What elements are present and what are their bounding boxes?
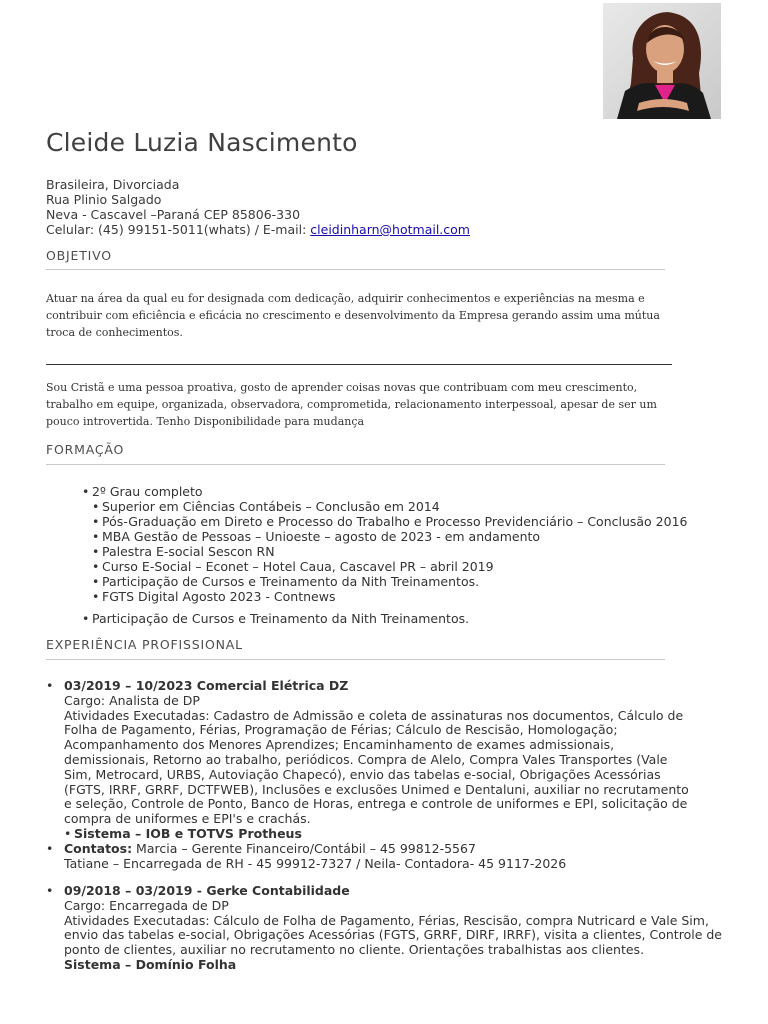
job-title: • 09/2018 – 03/2019 - Gerke Contabilidade bbox=[64, 884, 724, 899]
formacao-item: • Participação de Cursos e Treinamento da Nith Treinamentos. bbox=[92, 611, 469, 626]
section-divider bbox=[46, 659, 665, 660]
candidate-name: Cleide Luzia Nascimento bbox=[46, 128, 358, 157]
section-title-formacao: FORMAÇÃO bbox=[46, 442, 125, 457]
profile-photo bbox=[603, 3, 721, 119]
job-line: Acompanhamento dos Menores Aprendizes; Encaminhamento de exames admissionais, bbox=[64, 737, 615, 753]
section-divider bbox=[46, 464, 665, 465]
formacao-item: • Participação de Cursos e Treinamento da Nith Treinamentos. bbox=[92, 574, 688, 589]
objetivo-line: troca de conhecimentos. bbox=[46, 326, 183, 339]
phone-text: Celular: (45) 99151-5011(whats) / E-mail: bbox=[46, 222, 311, 237]
job-line: compra de uniformes e EPI's e crachás. bbox=[64, 811, 311, 827]
job-line: envio das tabelas e-social, Obrigações Acessórias (FGTS, GRRF, DIRF, IRRF), visita a clientes, Controle de bbox=[64, 927, 722, 943]
job-sistema: • Sistema – IOB e TOTVS Protheus bbox=[74, 827, 734, 842]
job-line: Atividades Executadas: Cadastro de Admissão e coleta de assinaturas nos documentos, Cálculo de bbox=[64, 707, 684, 723]
phone-email-line bbox=[46, 222, 470, 237]
formacao-item: • 2º Grau completo bbox=[92, 484, 688, 499]
formacao-item: • Pós-Graduação em Direto e Processo do Trabalho e Processo Previdenciário – Conclusão 2016 bbox=[92, 514, 688, 529]
city-line: Neva - Cascavel –Paraná CEP 85806-330 bbox=[46, 207, 301, 222]
formacao-item: • Palestra E-social Sescon RN bbox=[92, 544, 688, 559]
section-title-objetivo: OBJETIVO bbox=[46, 248, 112, 263]
formacao-item: • MBA Gestão de Pessoas – Unioeste – agosto de 2023 - em andamento bbox=[92, 529, 688, 544]
perfil-line: pouco introvertida. Tenho Disponibilidade para mudança bbox=[46, 415, 365, 428]
formacao-item: • Superior em Ciências Contábeis – Conclusão em 2014 bbox=[92, 499, 688, 514]
objetivo-line: Atuar na área da qual eu for designada com dedicação, adquirir conhecimentos e experiências na mesma e bbox=[46, 292, 645, 305]
job-entry bbox=[64, 679, 724, 871]
job-line: ponto de clientes, auxiliar no recrutamento no cliente. Orientações trabalhistas aos clientes. bbox=[64, 942, 645, 958]
objetivo-text bbox=[46, 290, 706, 341]
section-title-experiencia: EXPERIÊNCIA PROFISSIONAL bbox=[46, 637, 243, 652]
street-line: Rua Plinio Salgado bbox=[46, 192, 162, 207]
job-sistema: Sistema – Domínio Folha bbox=[64, 956, 237, 972]
portrait-image bbox=[603, 3, 721, 119]
job-line: demissionais, Retorno ao trabalho, periódicos. Compra de Alelo, Compra Vales Transportes (Vale bbox=[64, 751, 668, 767]
email-link[interactable]: cleidinharn@hotmail.com bbox=[310, 222, 470, 237]
job-line: Sim, Metrocard, URBS, Autoviação Chapecó), envio das tabelas e-social, Obrigações Acessórias bbox=[64, 766, 661, 782]
formacao-item: • Curso E-Social – Econet – Hotel Caua, Cascavel PR – abril 2019 bbox=[92, 559, 688, 574]
job-line: Folha de Pagamento, Férias, Programação de Férias; Cálculo de Rescisão, Homologação; bbox=[64, 722, 618, 738]
job-line: Cargo: Encarregada de DP bbox=[64, 897, 229, 913]
separator-line bbox=[46, 364, 672, 365]
objetivo-line: contribuir com eficiência e eficácia no crescimento e desenvolvimento da Empresa gerando assim uma mútua bbox=[46, 309, 660, 322]
job-contatos: • Contatos: Marcia – Gerente Financeiro/Contábil – 45 99812-5567 bbox=[64, 842, 724, 857]
formacao-item: • FGTS Digital Agosto 2023 - Contnews bbox=[92, 589, 688, 604]
perfil-text bbox=[46, 379, 686, 430]
section-divider bbox=[46, 269, 665, 270]
job-contatos-line: Tatiane – Encarregada de RH - 45 99912-7327 / Neila- Contadora- 45 9117-2026 bbox=[64, 855, 567, 871]
job-line: (FGTS, IRRF, GRRF, DCTFWEB), Inclusões e exclusões Unimed e Dentaluni, auxiliar no recrutamento bbox=[64, 781, 689, 797]
job-line: Cargo: Analista de DP bbox=[64, 692, 200, 708]
perfil-line: Sou Cristã e uma pessoa proativa, gosto de aprender coisas novas que contribuam com meu crescimento, bbox=[46, 381, 638, 394]
job-title: • 03/2019 – 10/2023 Comercial Elétrica DZ bbox=[64, 679, 724, 694]
job-entry bbox=[64, 884, 724, 973]
job-line: Atividades Executadas: Cálculo de Folha de Pagamento, Férias, Rescisão, compra Nutricard e Vale Sim, bbox=[64, 912, 709, 928]
nationality-line: Brasileira, Divorciada bbox=[46, 177, 180, 192]
contact-block bbox=[46, 177, 470, 237]
formacao-list bbox=[92, 484, 688, 604]
perfil-line: trabalho em equipe, organizada, observadora, comprometida, relacionamento interpessoal, apesar de ser um bbox=[46, 398, 657, 411]
job-line: e seleção, Controle de Ponto, Banco de Horas, entrega e controle de uniformes e EPI, solicitação de bbox=[64, 796, 688, 812]
